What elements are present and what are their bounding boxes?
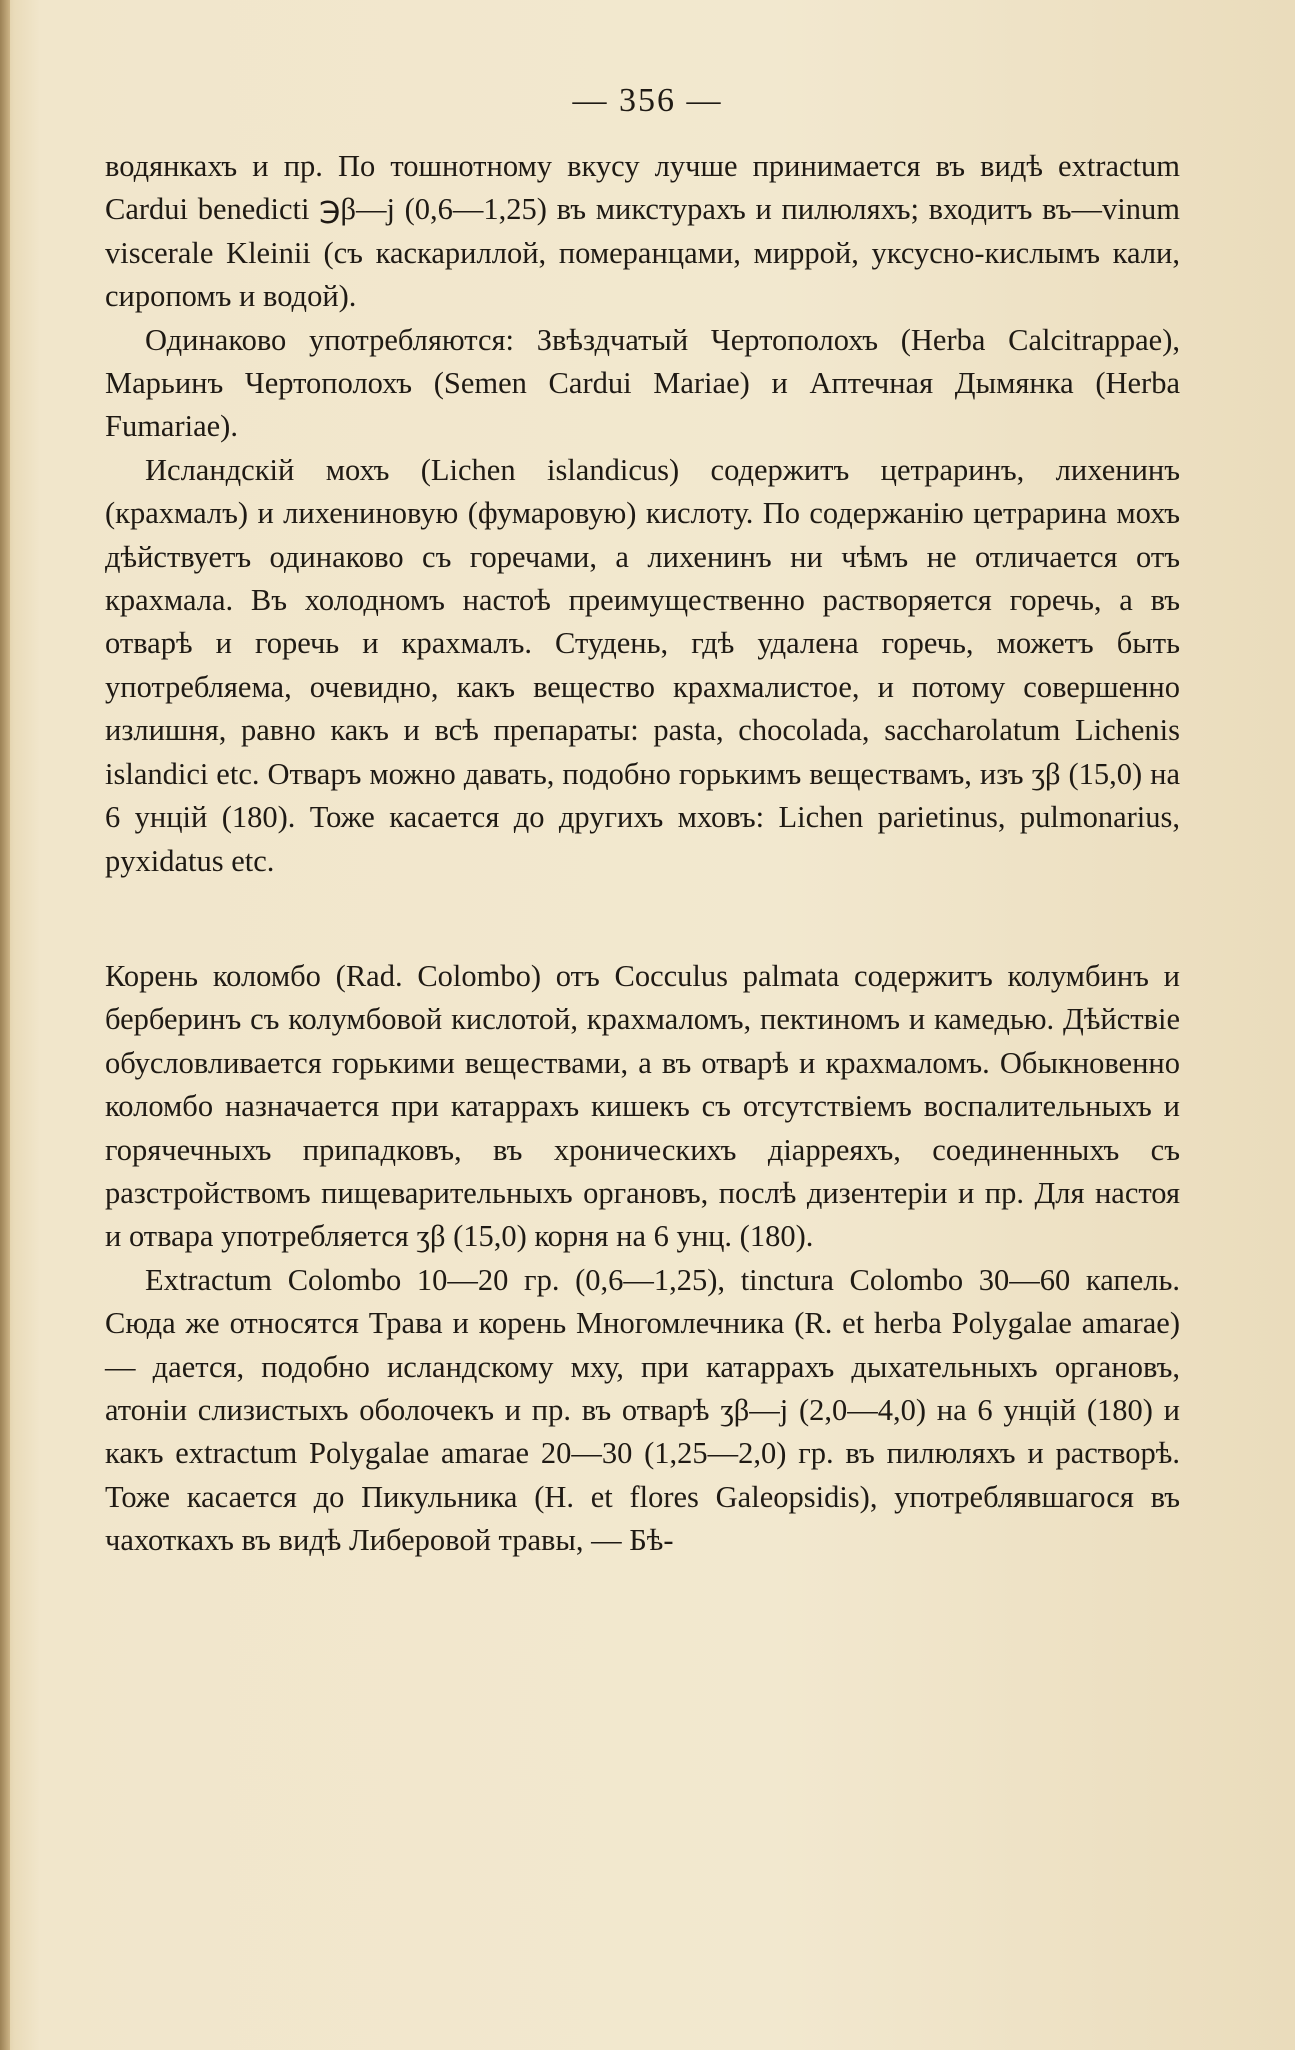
paragraph-1: водянкахъ и пр. По тошнотному вкусу лучше принимается въ видѣ extractum Cardui benedicti ℈β—j (0,6—1,25) въ микстурахъ и пилюляхъ; входитъ въ—vinum viscerale Kleinii (съ каскариллой, померанцами, миррой, уксусно-кислымъ кали, сиропомъ и водой). [105,149,1180,314]
paragraph-4: Корень коломбо (Rad. Colombo) отъ Cocculus palmata содержитъ колумбинъ и берберинъ съ колумбовой кислотой, крахмаломъ, пектиномъ и камедью. Дѣйствіе обусловливается горькими веществами, а въ отварѣ и крахмаломъ. Обыкновенно коломбо назначается при катаррахъ кишекъ съ отсутствіемъ воспалительныхъ и горячечныхъ припадковъ, въ хроническихъ діарреяхъ, соединенныхъ съ разстройствомъ пищеварительныхъ органовъ, послѣ дизентеріи и пр. Для настоя и отвара употребляется ʒβ (15,0) корня на 6 унц. (180). [105,958,1180,1254]
paragraph-2: Одинаково употребляются: Звѣздчатый Чертополохъ (Herba Calcitrappae), Марьинъ Чертополохъ (Semen Cardui Mariae) и Аптечная Дымянка (Herba Fumariae). [105,322,1180,444]
page-number: — 356 — [572,82,723,119]
page-spine [0,0,10,2050]
paragraph-5: Extractum Colombo 10—20 гр. (0,6—1,25), tinctura Colombo 30—60 капель. Сюда же относятся Трава и корень Многомлечника (R. et herba Polygalae amarae)— дается, подобно исландскому мху, при катаррахъ дыхательныхъ органовъ, атоніи слизистыхъ оболочекъ и пр. въ отварѣ ʒβ—j (2,0—4,0) на 6 унцій (180) и какъ extractum Polygalae amarae 20—30 (1,25—2,0) гр. въ пилюляхъ и растворѣ. Тоже касается до Пикульника (H. et flores Galeopsidis), употреблявшагося въ чахоткахъ въ видѣ Либеровой травы, — Бѣ- [105,1262,1180,1558]
body-text [105,145,1180,1563]
paragraph-3: Исландскій мохъ (Lichen islandicus) содержитъ цетраринъ, лихенинъ (крахмалъ) и лихениновую (фумаровую) кислоту. По содержанію цетрарина мохъ дѣйствуетъ одинаково съ горечами, а лихенинъ ни чѣмъ не отличается отъ крахмала. Въ холодномъ настоѣ преимущественно растворяется горечь, а въ отварѣ и горечь и крахмалъ. Студень, гдѣ удалена горечь, можетъ быть употребляема, очевидно, какъ вещество крахмалистое, и потому совершенно излишня, равно какъ и всѣ препараты: pasta, chocolada, saccharolatum Lichenis islandici etc. Отваръ можно давать, подобно горькимъ веществамъ, изъ ʒβ (15,0) на 6 унцій (180). Тоже касается до другихъ мховъ: Lichen parietinus, pulmonarius, pyxidatus etc. [105,452,1180,878]
